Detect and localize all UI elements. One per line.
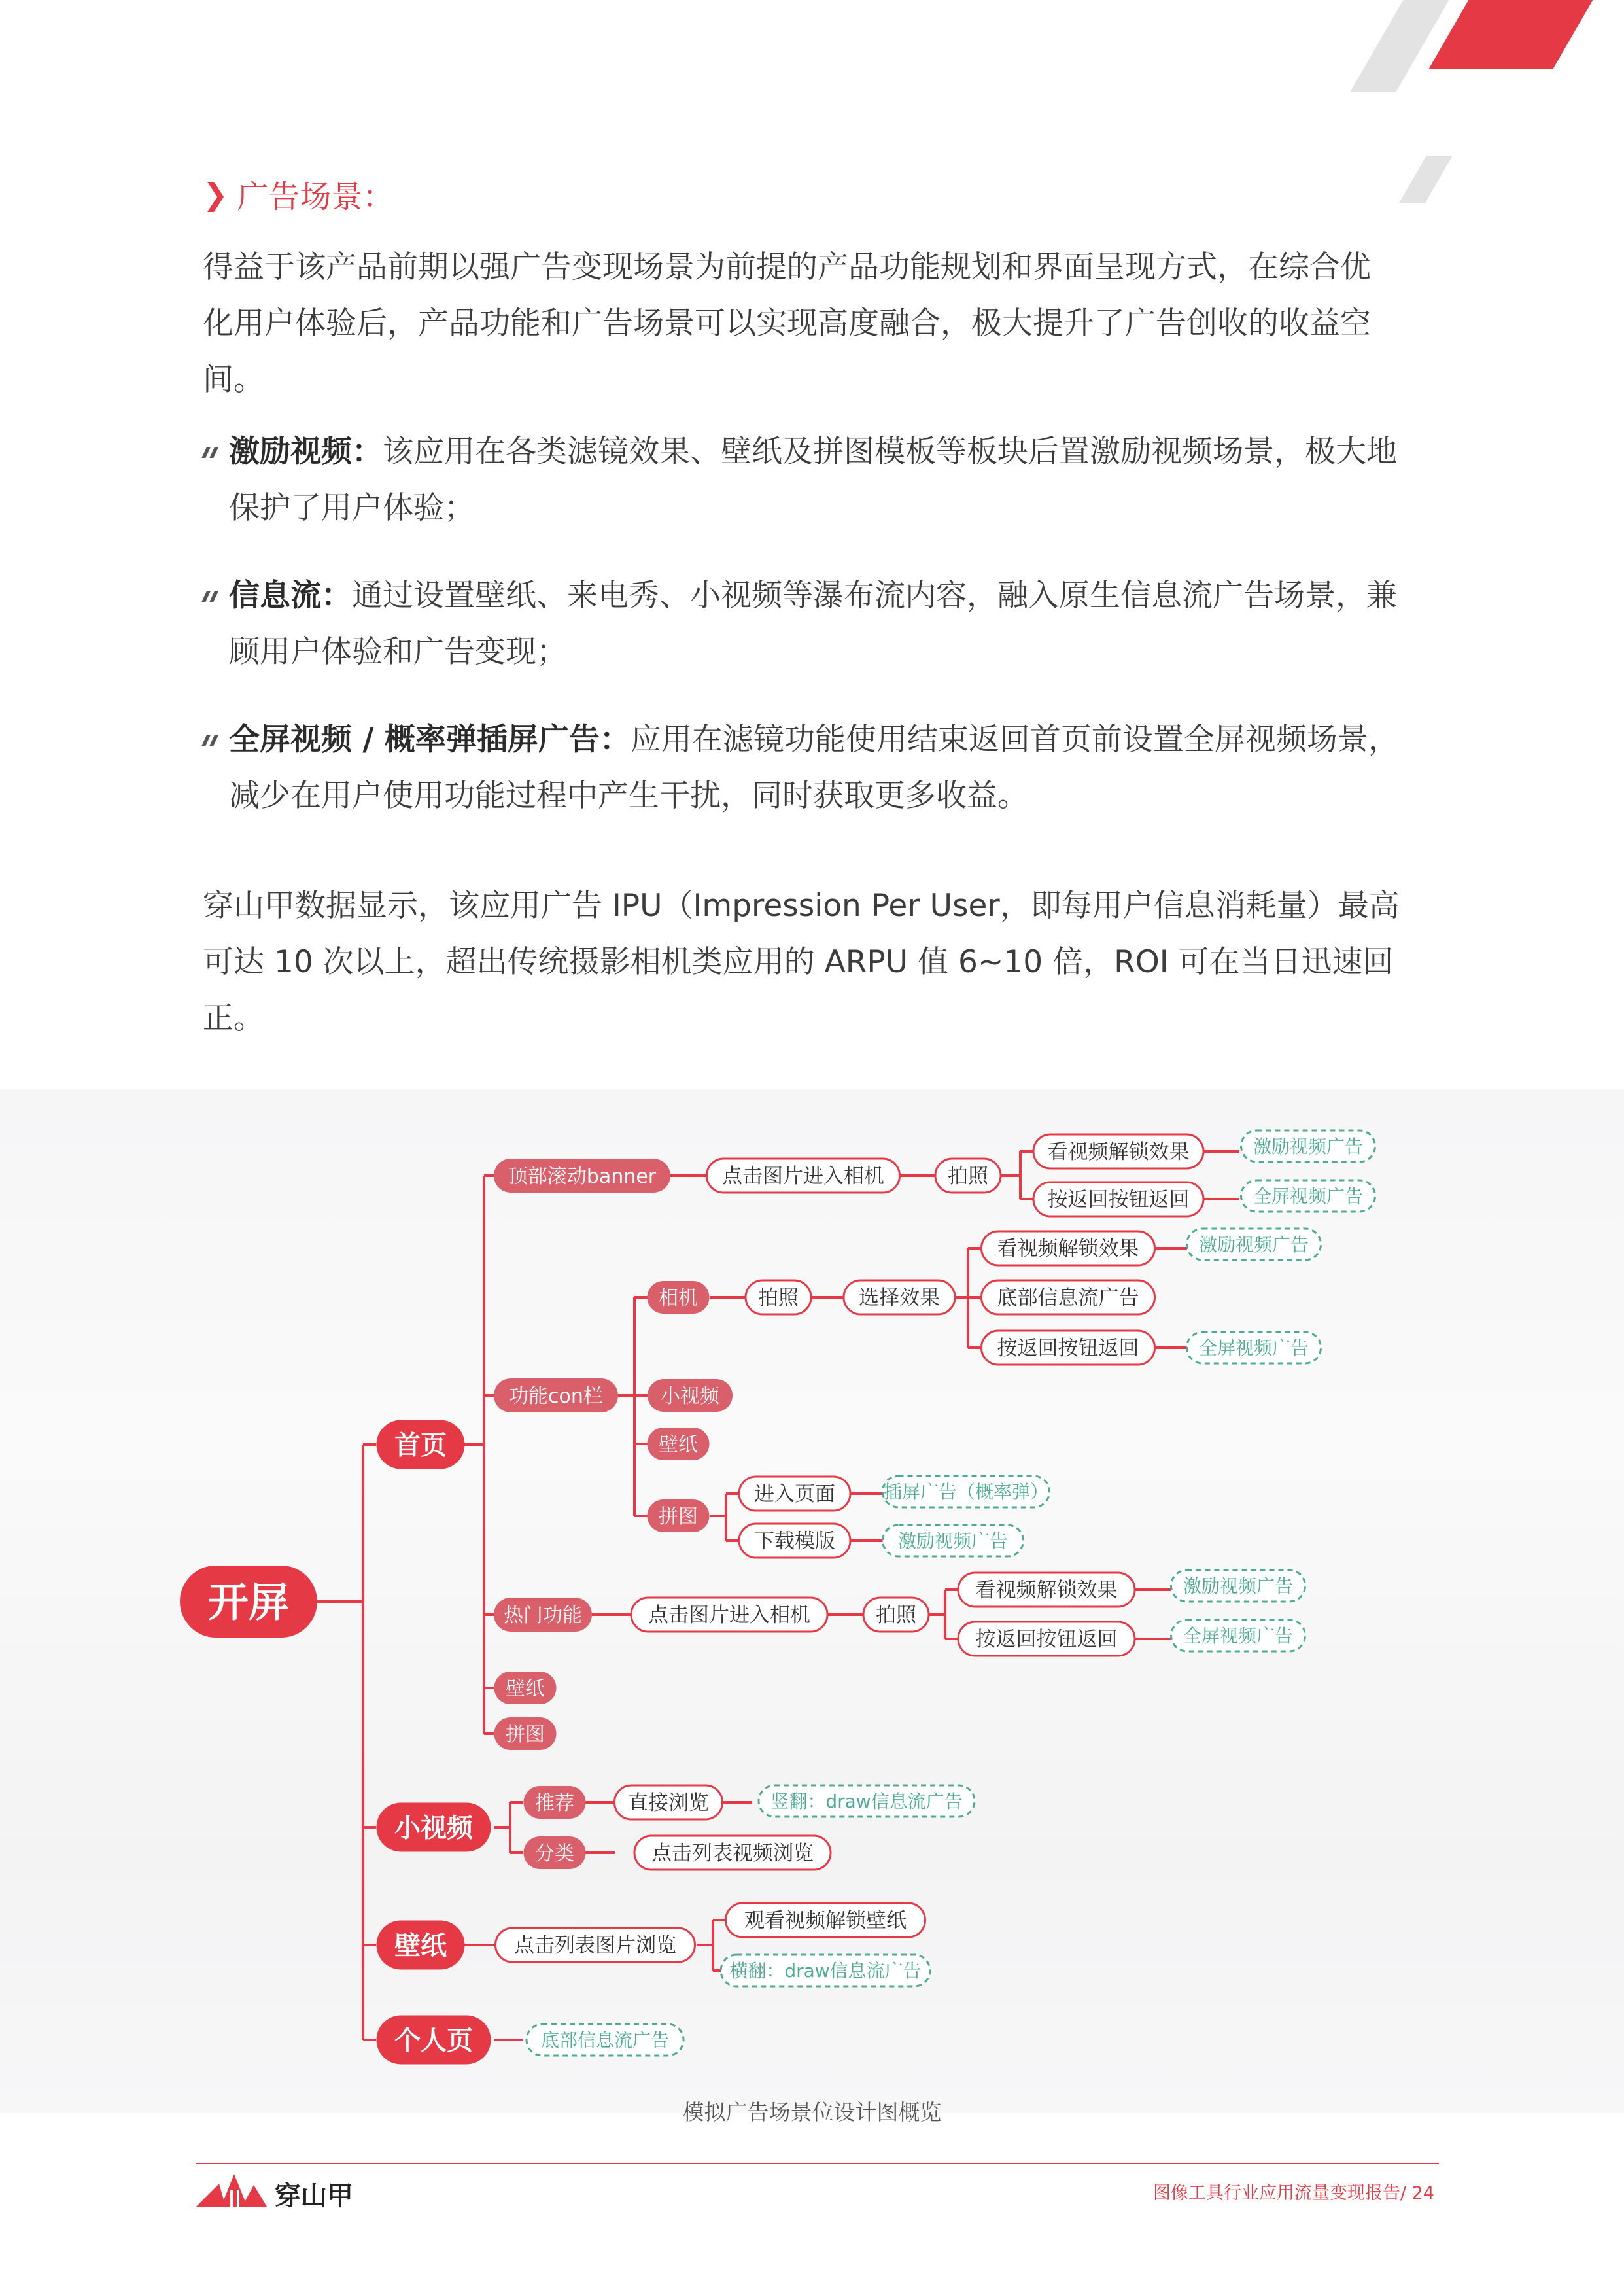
node-con-unlock-label: 看视频解锁效果 bbox=[997, 1237, 1139, 1261]
node-list-image-browse-label: 点击列表图片浏览 bbox=[514, 1934, 676, 1958]
node-ad-interstitial-label: 插屏广告（概率弹） bbox=[883, 1481, 1049, 1503]
node-home-label: 首页 bbox=[394, 1430, 447, 1461]
node-list-image-browse bbox=[496, 1928, 695, 1962]
node-banner-back bbox=[1033, 1182, 1203, 1216]
node-personal bbox=[377, 2016, 491, 2065]
node-con-camera bbox=[648, 1281, 710, 1314]
node-top-banner bbox=[494, 1159, 670, 1193]
node-direct-browse-label: 直接浏览 bbox=[628, 1791, 709, 1815]
node-hot-unlock bbox=[958, 1573, 1135, 1607]
node-recommend bbox=[524, 1786, 586, 1819]
node-recommend-label: 推荐 bbox=[535, 1791, 574, 1815]
node-list-video-browse bbox=[634, 1836, 831, 1870]
chevron-right-icon: ❯ bbox=[203, 176, 228, 212]
node-hot-unlock-label: 看视频解锁效果 bbox=[975, 1579, 1118, 1603]
node-banner-unlock-label: 看视频解锁效果 bbox=[1047, 1140, 1190, 1165]
node-con-shoot bbox=[746, 1280, 811, 1314]
node-con-feed bbox=[982, 1280, 1155, 1314]
node-con-unlock bbox=[982, 1231, 1155, 1265]
node-ad-reward bbox=[1187, 1229, 1321, 1260]
node-download-template-label: 下载模版 bbox=[754, 1530, 835, 1554]
node-hot-back-label: 按返回按钮返回 bbox=[975, 1628, 1118, 1652]
node-enter-page-label: 进入页面 bbox=[754, 1482, 835, 1507]
pangle-logo-icon bbox=[196, 2171, 268, 2210]
node-enter-page bbox=[739, 1477, 850, 1511]
bullet-text: 该应用在各类滤镜效果、壁纸及拼图模板等板块后置激励视频场景，极大地保护了用户体验； bbox=[229, 434, 1397, 526]
node-ad-reward bbox=[1171, 1570, 1305, 1602]
section-title-text: 广告场景： bbox=[237, 179, 394, 215]
node-home-puzzle-label: 拼图 bbox=[506, 1723, 545, 1746]
node-hot-open-camera bbox=[631, 1598, 827, 1632]
bullet-head: 激励视频： bbox=[229, 434, 383, 470]
footer-logo-text: 穿山甲 bbox=[275, 2181, 353, 2211]
node-ad-draw-vertical bbox=[759, 1785, 975, 1817]
node-ad-fullscreen-label: 全屏视频广告 bbox=[1253, 1185, 1364, 1208]
node-con-shoot-label: 拍照 bbox=[758, 1286, 799, 1310]
node-con-camera-label: 相机 bbox=[659, 1286, 698, 1310]
node-ad-draw-horizontal-label: 横翻：draw信息流广告 bbox=[729, 1960, 922, 1982]
node-banner-shoot bbox=[935, 1159, 1001, 1193]
node-con-back-label: 按返回按钮返回 bbox=[997, 1337, 1139, 1361]
node-watch-unlock-wallpaper-label: 观看视频解锁壁纸 bbox=[744, 1909, 907, 1933]
node-list-video-browse-label: 点击列表视频浏览 bbox=[651, 1842, 814, 1866]
node-ad-reward-label: 激励视频广告 bbox=[897, 1530, 1009, 1552]
node-banner-open-camera-label: 点击图片进入相机 bbox=[722, 1165, 884, 1189]
node-ad-reward-label: 激励视频广告 bbox=[1253, 1136, 1364, 1158]
node-hot-feature bbox=[494, 1598, 592, 1632]
node-hot-shoot-label: 拍照 bbox=[876, 1603, 916, 1628]
node-download-template bbox=[739, 1524, 850, 1558]
bullet-head: 信息流： bbox=[229, 578, 352, 614]
node-ad-fullscreen bbox=[1187, 1332, 1321, 1363]
node-wallpaper bbox=[377, 1921, 465, 1970]
node-wallpaper-label: 壁纸 bbox=[394, 1931, 447, 1961]
node-ad-draw-vertical-label: 竖翻：draw信息流广告 bbox=[770, 1791, 963, 1813]
node-con-video-label: 小视频 bbox=[661, 1384, 719, 1408]
node-watch-unlock-wallpaper bbox=[726, 1903, 925, 1937]
node-banner-back-label: 按返回按钮返回 bbox=[1047, 1188, 1190, 1212]
node-home-wallpaper bbox=[494, 1672, 557, 1704]
footer-report-title: 图像工具行业应用流量变现报告/ 24 bbox=[1152, 2183, 1434, 2203]
node-ad-interstitial bbox=[883, 1476, 1050, 1507]
node-con-select-effect-label: 选择效果 bbox=[859, 1286, 940, 1310]
node-ad-reward-label: 激励视频广告 bbox=[1198, 1234, 1309, 1256]
bullet-head: 全屏视频 / 概率弹插屏广告： bbox=[229, 722, 631, 758]
node-con-select-effect bbox=[844, 1280, 955, 1314]
node-hot-feature-label: 热门功能 bbox=[504, 1603, 582, 1627]
node-hot-open-camera-label: 点击图片进入相机 bbox=[648, 1603, 810, 1628]
bullet-text: 应用在滤镜功能使用结束返回首页前设置全屏视频场景，减少在用户使用功能过程中产生干扰，同时获取更多收益。 bbox=[229, 722, 1399, 814]
node-banner-unlock bbox=[1033, 1134, 1203, 1168]
node-hot-back bbox=[958, 1622, 1135, 1656]
node-small-video-label: 小视频 bbox=[394, 1813, 473, 1844]
node-con-bar bbox=[494, 1378, 618, 1412]
node-ad-draw-horizontal bbox=[721, 1955, 930, 1986]
node-ad-fullscreen bbox=[1171, 1620, 1305, 1651]
node-ad-reward-label: 激励视频广告 bbox=[1183, 1575, 1294, 1598]
node-ad-reward bbox=[883, 1525, 1024, 1556]
node-banner-shoot-label: 拍照 bbox=[948, 1165, 988, 1189]
node-hot-shoot bbox=[863, 1598, 929, 1632]
node-personal-label: 个人页 bbox=[394, 2025, 473, 2056]
node-banner-open-camera bbox=[707, 1159, 900, 1193]
node-home bbox=[377, 1420, 465, 1469]
mindmap-nodes bbox=[180, 1130, 1375, 2065]
node-con-feed-label: 底部信息流广告 bbox=[997, 1286, 1139, 1310]
node-category-label: 分类 bbox=[535, 1842, 574, 1865]
node-root bbox=[180, 1566, 317, 1638]
footer-divider bbox=[196, 2163, 1439, 2164]
node-ad-fullscreen-label: 全屏视频广告 bbox=[1183, 1625, 1294, 1647]
node-home-puzzle bbox=[494, 1717, 557, 1750]
node-ad-fullscreen bbox=[1241, 1180, 1375, 1212]
node-top-banner-label: 顶部滚动banner bbox=[508, 1165, 657, 1188]
summary-paragraph: 穿山甲数据显示，该应用广告 IPU（Impression Per User，即每用户信息消耗量）最高可达 10 次以上，超出传统摄影相机类应用的 ARPU 值 6~10 倍，ROI 可在当日迅速回正。 bbox=[203, 888, 1400, 1036]
diagram-caption: 模拟广告场景位设计图概览 bbox=[682, 2099, 942, 2125]
node-ad-feed-bottom bbox=[527, 2024, 683, 2056]
node-ad-feed-bottom-label: 底部信息流广告 bbox=[540, 2029, 670, 2052]
node-ad-fullscreen-label: 全屏视频广告 bbox=[1198, 1337, 1309, 1359]
node-home-wallpaper-label: 壁纸 bbox=[506, 1677, 545, 1700]
node-con-puzzle-label: 拼图 bbox=[659, 1505, 698, 1528]
node-category bbox=[524, 1836, 586, 1869]
node-con-bar-label: 功能con栏 bbox=[509, 1384, 603, 1408]
node-con-back bbox=[982, 1331, 1155, 1365]
node-ad-reward bbox=[1241, 1130, 1375, 1162]
node-con-video bbox=[648, 1379, 733, 1412]
node-small-video bbox=[377, 1803, 491, 1852]
node-direct-browse bbox=[615, 1785, 723, 1819]
node-con-puzzle bbox=[648, 1499, 710, 1532]
node-con-wallpaper bbox=[648, 1428, 710, 1460]
intro-paragraph: 得益于该产品前期以强广告变现场景为前提的产品功能规划和界面呈现方式，在综合优化用户体验后，产品功能和广告场景可以实现高度融合，极大提升了广告创收的收益空间。 bbox=[203, 249, 1371, 398]
node-root-label: 开屏 bbox=[207, 1578, 290, 1626]
bullet-text: 通过设置壁纸、来电秀、小视频等瀑布流内容，融入原生信息流广告场景，兼顾用户体验和广告变现； bbox=[229, 578, 1397, 670]
node-con-wallpaper-label: 壁纸 bbox=[659, 1433, 698, 1456]
